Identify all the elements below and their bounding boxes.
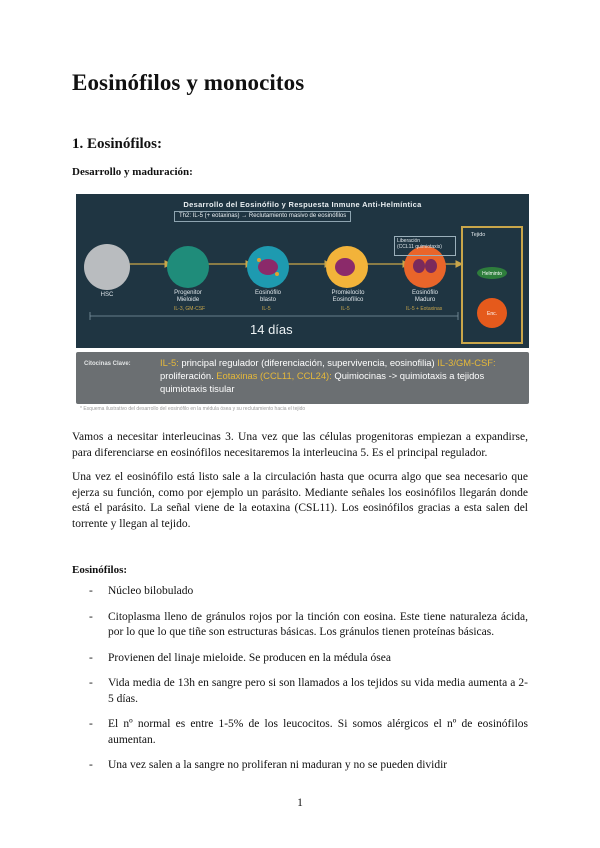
key-cytokines-title: Citocinas Clave:: [84, 361, 131, 367]
figure-badge: Th2: IL-5 (+ eotaxinas) → Reclutamiento masivo de eosinófilos: [174, 211, 351, 222]
eotaxin-key: Eotaxinas (CCL11, CCL24):: [216, 370, 332, 381]
cell-label-progenitor: Progenitor Mieloide: [174, 290, 202, 303]
hsc-cell: [84, 244, 130, 290]
mature-nucleus-right: [425, 259, 437, 273]
list-item: - Núcleo bilobulado: [89, 585, 194, 597]
figure-title: Desarrollo del Eosinófilo y Respuesta Inmune Anti-Helmíntica: [183, 200, 422, 209]
il3-text: proliferación.: [160, 370, 217, 381]
eosinophil-development-figure: [76, 194, 529, 416]
il5-key: IL-5:: [160, 357, 179, 368]
page-number: 1: [297, 797, 303, 809]
list-item: - Citoplasma lleno de gránulos rojos por la tinción con eosina. Este tiene naturaleza ácida, por lo que lo que tiñe son estructuras básicas. Los gránulos tienen proteínas básicas.: [89, 610, 528, 638]
figure-caption: * Esquema ilustrativo del desarrollo del eosinófilo en la médula ósea y su reclutamiento hacia el tejido: [80, 406, 306, 412]
duration-label: 14 días: [250, 322, 293, 337]
release-note: Liberación (CCL11 quimiotaxis): [394, 236, 456, 256]
promyelocyte-nucleus: [335, 258, 355, 276]
list-item: - El nº normal es entre 1-5% de los leucocitos. Si somos alérgicos el nº de eosinófilos aumentan.: [89, 718, 528, 746]
paragraph-interleukins: Vamos a necesitar interleucinas 3. Una vez que las células progenitoras empiezan a expandirse, para diferenciarse en eosinófilos necesitaremos la interleucina 5. Es el principal regulador.: [72, 431, 528, 459]
cell-label-promyelocyte: Promielocito Eosinofílico: [331, 290, 365, 303]
cell-label-hsc: HSC: [100, 292, 114, 298]
cell-label-blast: Eosinófilo blasto: [254, 290, 281, 303]
cytokine-label-1: IL-3, GM-CSF: [174, 306, 206, 312]
il3-key: IL-3/GM-CSF:: [437, 357, 496, 368]
progenitor-cell: [167, 246, 209, 288]
figure-panel: [76, 194, 529, 348]
key-cytokines-text: [160, 356, 524, 395]
list-item: - Provienen del linaje mieloide. Se producen en la médula ósea: [89, 651, 391, 664]
subheading-development: Desarrollo y maduración:: [72, 166, 193, 178]
cytokine-label-2: IL-5: [262, 306, 271, 312]
cytokine-label-4: IL-5 + Eotaxinas: [406, 306, 443, 312]
eotaxin-text: Quimiocinas -> quimiotaxis a tejidos quimiotaxis tisular: [160, 370, 485, 394]
list-item: - Una vez salen a la sangre no proliferan ni maduran y no se pueden dividir: [89, 759, 448, 771]
list-item: - Vida media de 13h en sangre pero si son llamados a los tejidos su vida media aumenta a 2-5 días.: [89, 677, 528, 705]
mature-nucleus-left: [413, 259, 425, 273]
cell-label-mature: Eosinófilo Maduro: [411, 290, 438, 303]
page-title: Eosinófilos y monocitos: [72, 70, 305, 95]
tissue-label: Tejido: [471, 232, 486, 238]
helminth-label: Helminto: [482, 271, 502, 277]
il5-text: principal regulador (diferenciación, supervivencia, eosinofilia): [178, 357, 438, 368]
encounter-label: Enc.: [486, 311, 497, 317]
tissue-box: [461, 226, 523, 344]
cytokine-label-3: IL-5: [341, 306, 350, 312]
key-cytokines-bar: [76, 352, 529, 404]
paragraph-circulation: Una vez el eosinófilo está listo sale a la circulación hasta que ocurra algo que sea necesario que ejerza su función, como por ejemplo un parásito. Mediante señales los eosinófilos llegarán donde está el parásito. La señal viene de la eotaxina (CSL11). Los eosinófilos gracias a esta salen del torrente y llegan al tejido.: [72, 471, 528, 530]
eosinophil-bullet-list: [72, 584, 528, 774]
subheading-eosinophils: Eosinófilos:: [72, 564, 128, 576]
blast-nucleus: [258, 259, 278, 275]
section-heading: 1. Eosinófilos:: [72, 136, 163, 152]
tissue-diagram: [463, 228, 521, 342]
